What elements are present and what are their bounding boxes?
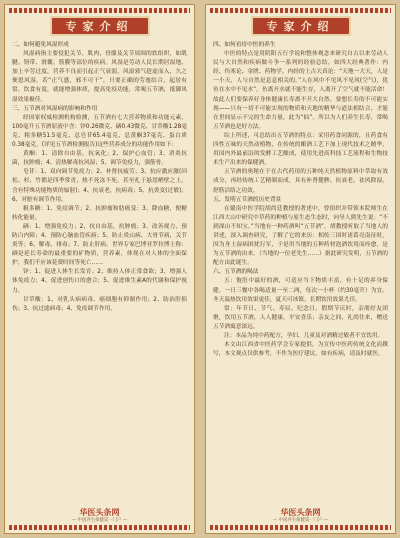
paragraph: 本文由江西省中医药学会专家提供，为宣传中医药传统文化而撰写，本文观点仅供参考，不作为医疗建议。如有疾病，请及时就医。 xyxy=(213,342,388,358)
paragraph: 综上所述，可总结出五节酒的特点：采用药食同源的，且药食有四性五味的天然动植物，在传统的酿酒工艺下加上现代技术之精华，用国内外最前沿的发酵工艺酿成，使用先进高科技工艺流程和生物技术生产出来的保健酒。 xyxy=(213,132,388,167)
top-ornament-border xyxy=(210,8,391,13)
paragraph: 经国家权威检测机构检测，五节酒有七大营养物质和功能元素，100毫升五节酒原液中含：锌0.26微克、硒0.43微克、甘草酸1.28毫克、粗多糖51.5毫克、总皂苷65.4毫克、总黄酮37毫克、蛋白质0.38毫克。(详见五节酒检测报告)这些营养成分的功能作用如下： xyxy=(12,114,187,149)
right-article-content xyxy=(213,41,388,499)
section-heading: 五、发明五节酒的历史背景 xyxy=(213,196,282,203)
right-footer xyxy=(206,508,395,524)
paragraph: 常：年节日、节气、寿辰、纪念日、假期节庆时，亲朋好友团聚，饮用五节酒，人人健康，平安喜乐；亲友之间，礼尚往来，赠送五节酒寓意深远。 xyxy=(213,305,388,330)
paragraph: 锌：1、促进人体生长发育；2、维持人体正常食欲；3、增强人体免疫力；4、促进创伤口的愈合；5、促进维生素A的代谢和保护视力。 xyxy=(12,269,187,294)
footer-slogan: — 中国养生保健第一门户 — xyxy=(71,518,128,523)
paragraph: 五节酒的奥秘在于在古代药用的五种纯天然植物原料中萃取有效成分，再经传统工艺精制而成，具有补肾健脾、抗衰老、祛风除湿、舒筋活络之功效。 xyxy=(213,169,388,194)
left-panel-title: 专家介绍 xyxy=(50,16,150,36)
section-heading: 四、如何看待中医的养生 xyxy=(213,42,276,48)
footer-slogan: — 中国养生保健第一门户 — xyxy=(272,518,329,523)
section-heading: 六、五节酒的喝法 xyxy=(213,269,259,276)
paragraph: 注：本品为纯中药配方，孕妇、儿童及对酒精过敏者不宜饮用。 xyxy=(224,333,384,339)
paragraph: 在赣南中医学院胡尚廷教授的著述中，曾组织并带领本院师生在江西大山中研究中草药的种植与原生态生态时，向导人熊先生说：“不到深山不知宝。”当地有一种药酒叫“五节酒”。胡教授听取了当地人的讲述，深入调查研究，了解了它的来历：相传三国时诸葛亮南征时，因为身上湿病困扰行军，于是用当地的五种药材泡酒饮用而痊愈，是为五节酒的由来。（当地的一位老先生……）据此研究发明，五节酒的配方由此诞生。 xyxy=(213,205,388,267)
left-article-content xyxy=(12,41,187,499)
right-article-panel xyxy=(205,4,396,534)
left-footer xyxy=(5,508,194,524)
top-ornament-border xyxy=(9,8,190,13)
paragraph: 风湿病指主要侵犯关节、肌肉、骨骼及关节周围的软组织，如肌腱、韧带、滑囊、筋膜等部位的疾病。风湿是劳动人民长期居湿地、加上辛劳过度，营养不良而引起正气衰弱，风湿邪气趁虚而入，久之便患风湿。若“正气盛，邪不可干”，只要正确的劳逸结合，起居有常，饮食有度，就能增强体质，提高免疫功能，常喝五节酒，抵御风湿效果极佳。 xyxy=(12,51,187,103)
paragraph: 皂苷：1、双向调节免疫力；2、补肾抗疲劳；3、抗应激应激(因松、杉、竹都是四季常青，热不死冻不死，甚至扎于悬崖峭壁之上，含有特殊功能物质的辐射)；4、抗衰老，抗病毒；5、抗炎变(过敏)；6、对脏有调节作用。 xyxy=(12,169,187,203)
bottom-ornament-border xyxy=(210,525,391,530)
left-article-panel xyxy=(4,4,195,534)
paragraph: 五：饱肚中最好的酒，可适应当下物质丰富，有十足的养身保健。一日三餐中各喝适量一至二两，每次一小杯（约30毫升）为宜。冬天温热饮用效果更佳，夏天可冰镇。长期饮用效果尤佳。 xyxy=(213,278,388,303)
right-title-wrap xyxy=(206,16,395,36)
footer-brand: 华医头条网 xyxy=(280,508,321,517)
section-heading: 三、五节酒对风湿病的影响和作用 xyxy=(12,105,98,112)
bottom-ornament-border xyxy=(9,525,190,530)
left-title-wrap xyxy=(5,16,194,36)
footer-brand: 华医头条网 xyxy=(79,508,120,517)
paragraph: 黄酮：1、清除自由基，抗氧化；2、保护心血管；3、消炎抗菌，抗肿瘤；4、清热解毒抗风湿；5、调节免疫力，强筋骨。 xyxy=(12,151,187,167)
paragraph: 甘草酸：1、对乳头病病毒、癌细胞有抑制作用；2、防治肝损伤；3、抗过滤病毒；4、免疫调节作用。 xyxy=(12,296,187,312)
paragraph: 粗多糖：1、免疫调节；2、抗肿瘤和肋癌变；3、降血糖，便糖转化能量。 xyxy=(12,205,187,221)
section-heading: 二、如何避免风湿形成 xyxy=(12,42,69,48)
right-panel-title: 专家介绍 xyxy=(251,16,351,36)
paragraph: 中医的特点是用阴阳五行学说和整体观念来研究自古以来劳动人民与大自然和疾病做斗争一系列的经验总结。如四大经典著作：内经、伤寒论、金匮、药物学。内经的上古天真论：“天地一大天，人是一小天，人与自然是息息相关的。”人在风中不见风不见风(空气)，犹鱼在水中不见水”，鱼离开水就不能生存，人离开了空气就不能活命！故此人们要保养好身体健康长寿离不开大自然。要想长寿的不可能实现——只有一切不可能实现的物质和天地的精华与道法相结合，才能在世间显示不完的生命力量。此为“仙”。所以为人们养生长寿，常喝五节酒也是好方法。 xyxy=(213,51,388,130)
paragraph: 硒：1、增强免疫力；2、抗自由基，抗肿瘤；3、改善视力，预防白内障；4、预防心脑血管疾病；5、防止炎山病、大骨节病，关节炎等；6、解毒、排毒；7、防止肝病。世界专家巴博亚罗拉博士称：硒是延长寿命的最重要的矿物质，营养素，体现在对人体的全面保护，我们不应该花费时间等死亡…… xyxy=(12,223,187,267)
